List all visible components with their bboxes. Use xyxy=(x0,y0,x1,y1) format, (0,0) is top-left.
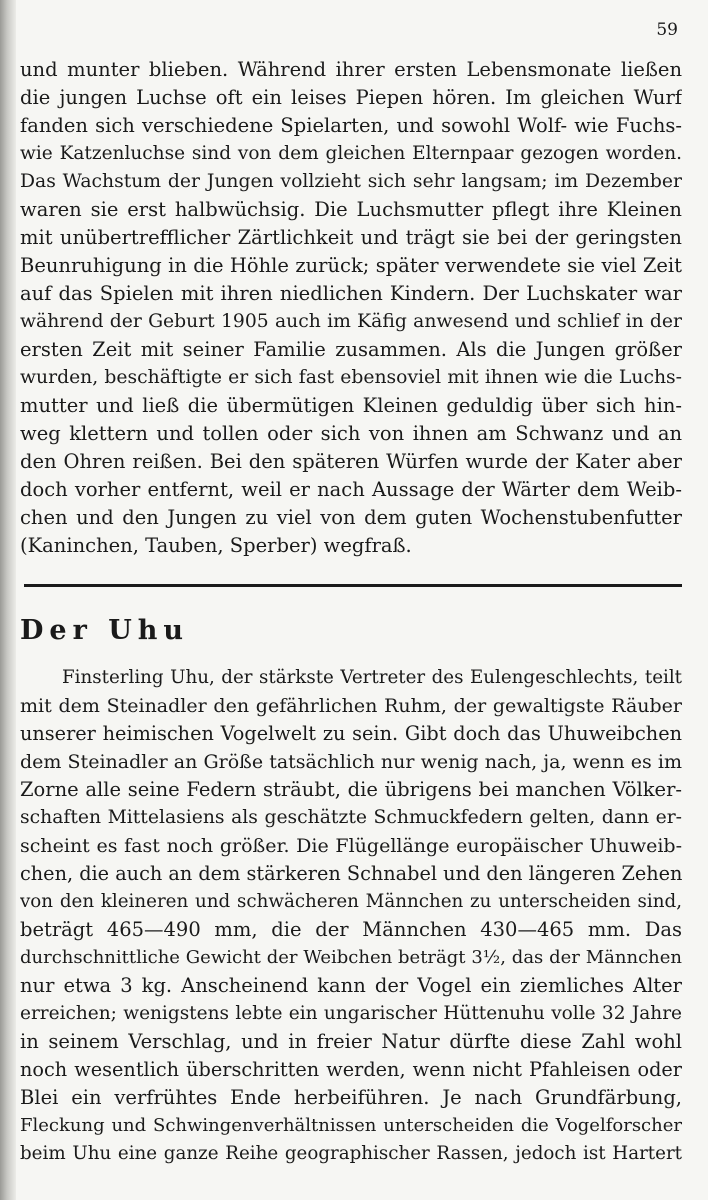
text-line: ersten Zeit mit seiner Familie zusammen. Als die Jungen größer xyxy=(20,338,682,361)
text-line: die jungen Luchse oft ein leises Piepen hören. Im gleichen Wurf xyxy=(20,86,682,109)
text-line: nur etwa 3 kg. Anscheinend kann der Vogel ein ziemliches Alter xyxy=(20,974,682,997)
text-line: chen, die auch an dem stärkeren Schnabel und den längeren Zehen xyxy=(20,862,682,885)
text-line: fanden sich verschiedene Spielarten, und sowohl Wolf- wie Fuchs- xyxy=(20,114,682,137)
text-line: auf das Spielen mit ihren niedlichen Kindern. Der Luchskater war xyxy=(20,282,682,305)
text-line: waren sie erst halbwüchsig. Die Luchsmutter pflegt ihre Kleinen xyxy=(20,198,682,221)
text-line: wie Katzenluchse sind von dem gleichen Elternpaar gezogen worden. xyxy=(20,143,682,164)
text-line: schaften Mittelasiens als geschätzte Schmuckfedern gelten, dann er- xyxy=(20,807,682,828)
text-line: mit unübertrefflicher Zärtlichkeit und trägt sie bei der geringsten xyxy=(20,226,682,249)
page-number: 59 xyxy=(656,20,678,40)
text-line: durchschnittliche Gewicht der Weibchen beträgt 3½, das der Männchen xyxy=(20,947,682,968)
text-line: dem Steinadler an Größe tatsächlich nur wenig nach, ja, wenn es im xyxy=(20,751,682,773)
text-line: scheint es fast noch größer. Die Flügellänge europäischer Uhuweib- xyxy=(20,835,682,857)
text-line: weg klettern und tollen oder sich von ihnen am Schwanz und an xyxy=(20,422,682,445)
text-line: Das Wachstum der Jungen vollzieht sich sehr langsam; im Dezember xyxy=(20,171,682,192)
text-line: noch wesentlich überschritten werden, wenn nicht Pfahleisen oder xyxy=(20,1058,682,1081)
text-line: Blei ein verfrühtes Ende herbeiführen. Je nach Grundfärbung, xyxy=(20,1086,682,1109)
paragraph-uhu xyxy=(20,664,682,1168)
text-line: während der Geburt 1905 auch im Käfig anwesend und schlief in der xyxy=(20,311,682,332)
text-line: und munter blieben. Während ihrer ersten Lebensmonate ließen xyxy=(20,58,682,81)
paragraph-lynx xyxy=(20,56,682,560)
text-line: Zorne alle seine Federn sträubt, die übrigens bei manchen Völker- xyxy=(20,778,682,801)
book-gutter-shadow xyxy=(0,0,16,1200)
text-line: wurden, beschäftigte er sich fast ebensoviel mit ihnen wie die Luchs- xyxy=(20,367,682,388)
text-line: erreichen; wenigstens lebte ein ungarischer Hüttenuhu volle 32 Jahre xyxy=(20,1003,682,1024)
text-line: in seinem Verschlag, und in freier Natur dürfte diese Zahl wohl xyxy=(20,1030,682,1053)
text-line: (Kaninchen, Tauben, Sperber) wegfraß. xyxy=(20,534,412,557)
text-line: Finsterling Uhu, der stärkste Vertreter des Eulengeschlechts, teilt xyxy=(62,667,682,688)
section-divider xyxy=(24,584,682,587)
text-line: mit dem Steinadler den gefährlichen Ruhm, der gewaltigste Räuber xyxy=(20,695,682,717)
text-line: doch vorher entfernt, weil er nach Aussage der Wärter dem Weib- xyxy=(20,478,682,501)
text-line: unserer heimischen Vogelwelt zu sein. Gibt doch das Uhuweibchen xyxy=(20,722,682,745)
text-line: mutter und ließ die übermütigen Kleinen geduldig über sich hin- xyxy=(20,394,682,417)
text-line: beträgt 465—490 mm, die der Männchen 430—465 mm. Das xyxy=(20,918,682,941)
text-line: Fleckung und Schwingenverhältnissen unterscheiden die Vogelforscher xyxy=(20,1115,682,1136)
text-line: den Ohren reißen. Bei den späteren Würfen wurde der Kater aber xyxy=(20,450,682,473)
text-line: beim Uhu eine ganze Reihe geographischer Rassen, jedoch ist Hartert xyxy=(20,1143,682,1164)
text-line: Beunruhigung in die Höhle zurück; später verwendete sie viel Zeit xyxy=(20,254,682,277)
text-line: von den kleineren und schwächeren Männchen zu unterscheiden sind, xyxy=(20,891,682,912)
section-heading: Der Uhu xyxy=(20,615,190,646)
text-line: chen und den Jungen zu viel von dem guten Wochenstubenfutter xyxy=(20,506,682,529)
